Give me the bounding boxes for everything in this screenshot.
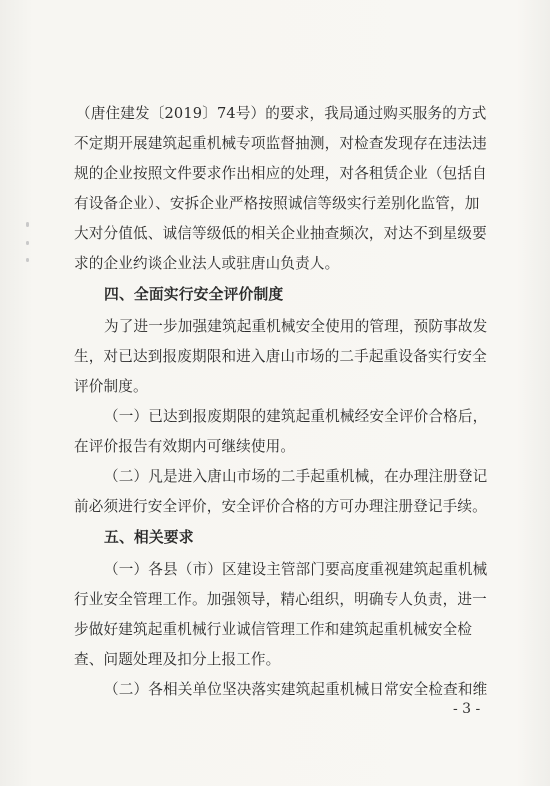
body-line: 在评价报告有效期内可继续使用。 — [74, 438, 296, 455]
binding-mark — [26, 222, 29, 227]
body-line: 为了进一步加强建筑起重机械安全使用的管理，预防事故发 — [104, 318, 488, 335]
body-line: 求的企业约谈企业法人或驻唐山负责人。 — [74, 255, 340, 272]
body-line: 大对分值低、诚信等级低的相关企业抽查频次，对达不到星级要 — [74, 225, 487, 242]
body-line: （一）各县（市）区建设主管部门要高度重视建筑起重机械 — [104, 561, 488, 578]
section-heading-5: 五、相关要求 — [104, 529, 194, 546]
body-line: 不定期开展建筑起重机械专项监督抽测，对检查发现存在违法违 — [74, 135, 487, 152]
binding-mark — [26, 258, 29, 262]
body-line: 行业安全管理工作。加强领导，精心组织，明确专人负责，进一 — [74, 591, 487, 608]
section-heading-4: 四、全面实行安全评价制度 — [104, 286, 284, 303]
body-line: （二）各相关单位坚决落实建筑起重机械日常安全检查和维 — [104, 681, 488, 698]
binding-mark — [26, 241, 29, 245]
body-line: 生，对已达到报废期限和进入唐山市场的二手起重设备实行安全 — [74, 348, 487, 365]
body-line: 前必须进行安全评价，安全评价合格的方可办理注册登记手续。 — [74, 498, 487, 515]
body-line: （二）凡是进入唐山市场的二手起重机械，在办理注册登记 — [104, 468, 488, 485]
page-number: - 3 - — [453, 701, 481, 717]
body-line: （一）已达到报废期限的建筑起重机械经安全评价合格后， — [104, 408, 488, 425]
body-line: 有设备企业）、安拆企业严格按照诚信等级实行差别化监管，加 — [74, 195, 480, 212]
body-line: （唐住建发〔2019〕74号）的要求，我局通过购买服务的方式 — [76, 105, 487, 122]
body-line: 查、问题处理及扣分上报工作。 — [74, 651, 281, 668]
body-line: 评价制度。 — [74, 378, 148, 395]
body-line: 规的企业按照文件要求作出相应的处理，对各租赁企业（包括自 — [74, 165, 487, 182]
body-line: 步做好建筑起重机械行业诚信管理工作和建筑起重机械安全检 — [74, 621, 473, 638]
